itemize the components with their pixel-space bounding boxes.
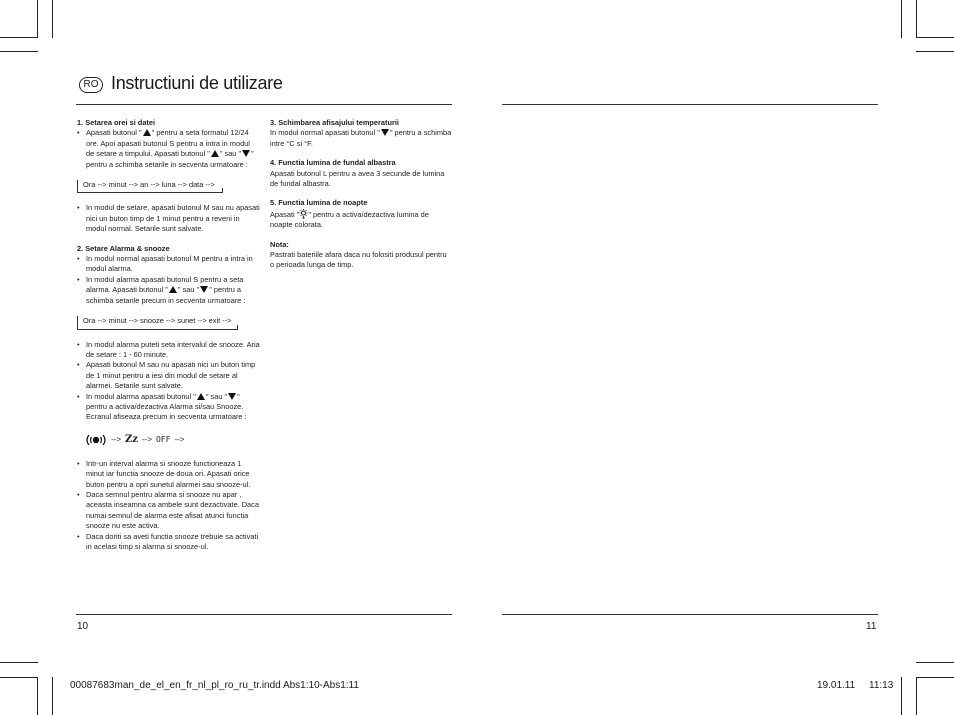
section-text: Apasati " " pentru a activa/dezactiva lumina de noapte colorata. — [270, 209, 429, 230]
up-triangle-icon — [197, 393, 205, 400]
crop-mark — [37, 677, 38, 715]
list-item: • In modul de setare, apasati butonul M sau nu apasati nici un buton timp de 1 minut pentru a reveni in modul normal. Setarile sunt salvate. — [77, 203, 260, 234]
sequence-box: Ora --> minut --> snooze --> sunet --> exit --> — [77, 316, 238, 329]
list-item: • In modul alarma apasati butonul S pentru a seta alarma. Apasati butonul " " sau " " pentru a schimba setarile precum in secventa urmatoare : — [77, 275, 260, 306]
crop-mark — [0, 662, 38, 663]
crop-mark — [0, 51, 38, 52]
section-time-date — [77, 118, 260, 235]
list-item: • In modul alarma apasati butonul " " sau " " pentru a activa/dezactiva Alarma si/sau Snooze. Ecranul afiseaza precum in secventa urmatoare : — [77, 392, 260, 423]
list-item: • Intr-un interval alarma si snooze functioneaza 1 minut iar functia snooze de doua ori. Apasati orice buton pentru a opri sunetul alarmei sau snooze-ul. — [77, 459, 260, 490]
crop-mark — [52, 677, 53, 715]
crop-mark — [916, 0, 917, 38]
alarm-bell-icon — [85, 433, 107, 447]
header-rule-left — [76, 104, 452, 105]
section-note — [270, 240, 452, 271]
sun-light-icon — [299, 209, 308, 219]
crop-mark — [916, 677, 954, 678]
page-number-left: 10 — [77, 621, 89, 632]
section-alarm-snooze — [77, 244, 260, 553]
page-number-right: 11 — [866, 621, 877, 632]
crop-mark — [52, 0, 53, 38]
up-triangle-icon — [211, 150, 219, 157]
section-heading: Nota: — [270, 239, 289, 249]
list-item: • Apasati butonul " " pentru a seta formatul 12/24 ore. Apoi apasati butonul S pentru a intra in modul de setare a timpului. Apasati butonul " " sau " " pentru a schimba setarile in secventa urmatoare : — [77, 128, 260, 170]
section-text: In modul normal apasati butonul " " pentru a schimba intre °C si °F. — [270, 128, 452, 148]
section-text: Pastrati bateriile afara daca nu folositi produsul pentru o perioada lunga de timp. — [270, 250, 447, 270]
footer-rule-left — [76, 614, 452, 615]
crop-mark — [916, 677, 917, 715]
down-triangle-icon — [228, 393, 236, 400]
crop-mark — [916, 37, 954, 38]
header-rule-right — [502, 104, 878, 105]
crop-mark — [0, 37, 38, 38]
section-heading: 3. Schimbarea afisajului temperaturii — [270, 118, 399, 127]
language-badge: RO — [79, 77, 103, 93]
crop-mark — [901, 0, 902, 38]
page-title: Instructiuni de utilizare — [111, 73, 283, 93]
snooze-zz-icon: Zz — [125, 433, 138, 445]
section-night-light — [270, 198, 452, 230]
section-heading: 2. Setare Alarma & snooze — [77, 243, 170, 253]
footer-date: 19.01.11 — [817, 680, 856, 691]
left-column — [77, 118, 260, 561]
list-item: • Daca semnul pentru alarma si snooze nu apar , aceasta inseamna ca ambele sunt dezactivate. Daca numai semnul de alarma este afisat atunci functia snooze nu este activa. — [77, 490, 260, 532]
crop-mark — [37, 0, 38, 38]
sequence-arrow: --> — [174, 434, 185, 444]
crop-mark — [916, 662, 954, 663]
crop-mark — [901, 677, 902, 715]
section-backlight — [270, 158, 452, 189]
alarm-display-sequence — [85, 433, 260, 447]
section-temperature — [270, 118, 452, 149]
section-heading: 5. Functia lumina de noapte — [270, 198, 368, 208]
list-item: • Daca doriti sa aveti functia snooze trebuie sa activati in acelasi timp si alarma si snooze-ul. — [77, 532, 260, 553]
crop-mark — [0, 677, 38, 678]
footer-time: 11:13 — [869, 680, 894, 691]
sequence-box: Ora --> minut --> an --> luna --> data --> — [77, 180, 223, 193]
sequence-arrow: --> — [111, 434, 121, 444]
crop-mark — [916, 51, 954, 52]
up-triangle-icon — [143, 129, 151, 136]
list-item: • Apasati butonul M sau nu apasati nici un buton timp de 1 minut pentru a iesi din modul de setare al alarmei. Setarile sunt salvate. — [77, 360, 260, 391]
section-heading: 4. Functia lumina de fundal albastra — [270, 158, 396, 168]
off-indicator: OFF — [155, 434, 171, 444]
footer-rule-right — [502, 614, 878, 615]
list-item: • In modul alarma puteti seta intervalul de snooze. Aria de setare : 1 - 60 minute. — [77, 340, 260, 361]
up-triangle-icon — [169, 286, 177, 293]
down-triangle-icon — [381, 129, 389, 136]
down-triangle-icon — [242, 150, 250, 157]
down-triangle-icon — [200, 286, 208, 293]
section-heading: 1. Setarea orei si datei — [77, 118, 156, 127]
right-column — [270, 118, 452, 280]
section-text: Apasati butonul L pentru a avea 3 secunde de lumina de fundal albastra. — [270, 168, 445, 189]
footer-filename: 00087683man_de_el_en_fr_nl_pl_ro_ru_tr.indd Abs1:10-Abs1:11 — [70, 680, 359, 691]
sequence-arrow: --> — [141, 434, 152, 444]
list-item: • In modul normal apasati butonul M pentru a intra in modul alarma. — [77, 254, 260, 275]
